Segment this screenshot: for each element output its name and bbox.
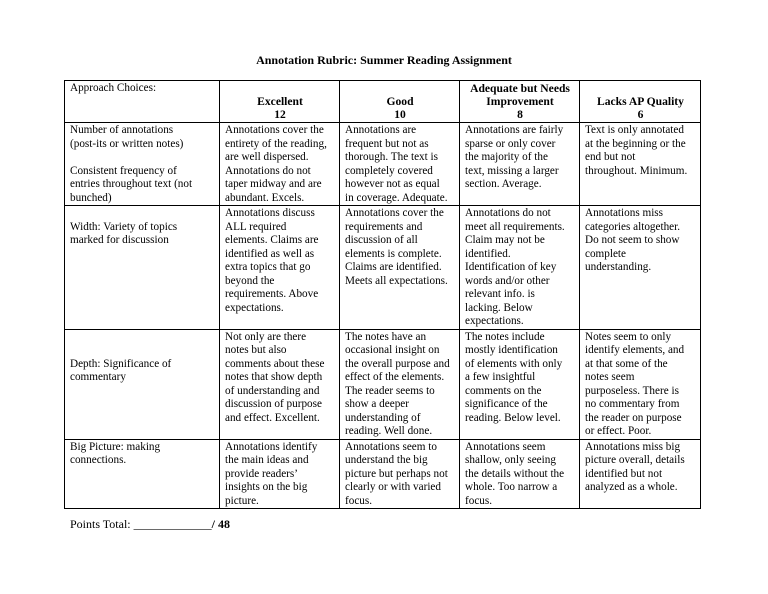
points-blank: _____________: [133, 517, 212, 531]
rubric-cell: Annotations seem to understand the big picture but perhaps not clearly or with varied focus.: [340, 439, 460, 509]
rubric-cell: Annotations seem shallow, only seeing the details without the whole. Too narrow a focus.: [460, 439, 580, 509]
level-name: Excellent: [257, 95, 303, 108]
level-points: 8: [517, 108, 523, 121]
rubric-cell: Annotations cover the requirements and discussion of all elements is complete. Claims are identified. Meets all expectations.: [340, 206, 460, 330]
header-row: [65, 81, 701, 123]
level-points: 6: [637, 108, 644, 121]
criterion-cell: Number of annotations (post-its or written notes) Consistent frequency of entries throughout text (not bunched): [65, 123, 220, 206]
rubric-cell: Text is only annotated at the beginning or the end but not throughout. Minimum.: [580, 123, 701, 206]
criterion-cell: Big Picture: making connections.: [65, 439, 220, 509]
level-adequate-header: [460, 81, 580, 123]
level-name: Good: [386, 95, 414, 108]
level-good-header: [340, 81, 460, 123]
table-row: [65, 329, 701, 439]
level-points: 12: [274, 108, 286, 121]
rubric-cell: Notes seem to only identify elements, and at that some of the notes seem purposeless. There is no commentary from the reader on purpose or effect. Poor.: [580, 329, 701, 439]
rubric-cell: Not only are there notes but also comments about these notes that show depth of understanding and discussion of purpose and effect. Excellent.: [220, 329, 340, 439]
document-title: Annotation Rubric: Summer Reading Assignment: [256, 53, 512, 67]
table-row: [65, 206, 701, 330]
level-name: Lacks AP Quality: [597, 95, 684, 108]
points-total-line: [70, 517, 230, 532]
rubric-cell: Annotations discuss ALL required elements. Claims are identified as well as extra topics that go beyond the requirements. Above expectations.: [220, 206, 340, 330]
rubric-cell: Annotations cover the entirety of the reading, are well dispersed. Annotations do not taper midway and are abundant. Excels.: [220, 123, 340, 206]
rubric-cell: Annotations do not meet all requirements. Claim may not be identified. Identification of key words and/or other relevant info. is lacking. Below expectations.: [460, 206, 580, 330]
rubric-cell: The notes have an occasional insight on the overall purpose and effect of the elements. The reader seems to show a deeper understanding of reading. Well done.: [340, 329, 460, 439]
points-total-label: Points Total:: [70, 517, 134, 531]
points-total-max: / 48: [211, 517, 230, 531]
table-row: [65, 439, 701, 509]
criterion-cell: Depth: Significance of commentary: [65, 329, 220, 439]
rubric-cell: Annotations are frequent but not as thorough. The text is completely covered however not as equal in coverage. Adequate.: [340, 123, 460, 206]
level-excellent-header: [220, 81, 340, 123]
criterion-cell: Width: Variety of topics marked for discussion: [65, 206, 220, 330]
level-points: 10: [394, 108, 406, 121]
level-name: Adequate but Needs Improvement: [470, 82, 570, 108]
rubric-cell: Annotations miss categories altogether. Do not seem to show complete understanding.: [580, 206, 701, 330]
rubric-cell: Annotations miss big picture overall, details identified but not analyzed as a whole.: [580, 439, 701, 509]
rubric-cell: Annotations identify the main ideas and provide readers’ insights on the big picture.: [220, 439, 340, 509]
rubric-cell: Annotations are fairly sparse or only cover the majority of the text, missing a larger section. Average.: [460, 123, 580, 206]
rubric-cell: The notes include mostly identification of elements with only a few insightful comments on the significance of the reading. Below level.: [460, 329, 580, 439]
level-lacks-ap-header: [580, 81, 701, 123]
rubric-table: [64, 80, 701, 509]
approach-choices-header: Approach Choices:: [65, 81, 220, 123]
table-row: [65, 123, 701, 206]
